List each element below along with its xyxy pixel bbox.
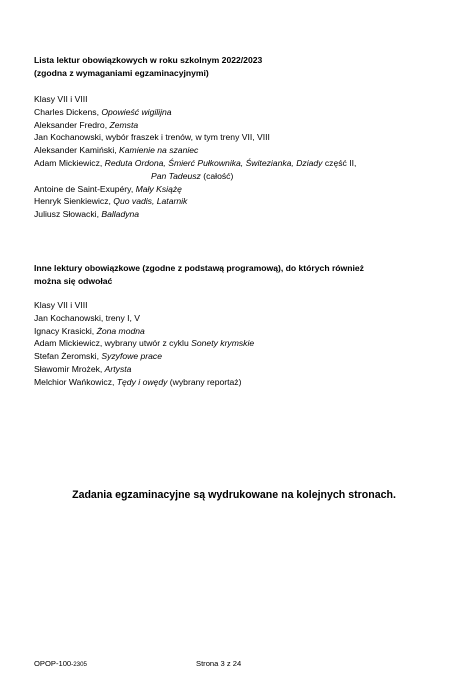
reading-item: Jan Kochanowski, treny I, V <box>34 312 141 323</box>
other-list <box>34 299 434 389</box>
required-list-grade: Klasy VII i VIII <box>34 94 88 104</box>
other-list-heading <box>34 262 434 288</box>
reading-item: Charles Dickens, Opowieść wigilijna <box>34 106 172 117</box>
required-list-heading-line2: (zgodna z wymaganiami egzaminacyjnymi) <box>34 67 209 78</box>
other-list-heading-line2: można się odwołać <box>34 275 113 286</box>
required-list-heading-line1: Lista lektur obowiązkowych w roku szkolnym 2022/2023 <box>34 55 263 65</box>
other-list-heading-line1: Inne lektury obowiązkowe (zgodne z podstawą programową), do których również <box>34 263 364 273</box>
reading-item: Melchior Wańkowicz, Tędy i owędy (wybrany reportaż) <box>34 376 242 387</box>
page-number: Strona 3 z 24 <box>196 659 242 668</box>
reading-item: Henryk Sienkiewicz, Quo vadis, Latarnik <box>34 196 188 207</box>
reading-item: Aleksander Kamiński, Kamienie na szaniec <box>34 145 199 156</box>
other-list-grade: Klasy VII i VIII <box>34 300 88 310</box>
reading-item: Aleksander Fredro, Zemsta <box>34 119 139 130</box>
reading-item: Stefan Żeromski, Syzyfowe prace <box>34 351 163 362</box>
reading-item: Jan Kochanowski, wybór fraszek i trenów, w tym treny VII, VIII <box>34 132 270 143</box>
reading-item: Juliusz Słowacki, Balladyna <box>34 209 140 220</box>
exam-notice: Zadania egzaminacyjne są wydrukowane na kolejnych stronach. <box>72 489 396 501</box>
reading-item: Antoine de Saint-Exupéry, Mały Książę <box>34 183 182 194</box>
reading-item: Adam Mickiewicz, wybrany utwór z cyklu Sonety krymskie <box>34 338 255 349</box>
reading-item-continuation: Pan Tadeusz (całość) <box>151 170 234 181</box>
reading-item: Ignacy Krasicki, Żona modna <box>34 325 145 336</box>
required-list-heading <box>34 54 434 80</box>
reading-item: Sławomir Mrożek, Artysta <box>34 363 132 374</box>
reading-item: Adam Mickiewicz, Reduta Ordona, Śmierć Pułkownika, Świtezianka, Dziady część II, <box>34 157 357 168</box>
required-list <box>34 93 434 221</box>
exam-code: OPOP-100-2305 <box>34 659 87 668</box>
